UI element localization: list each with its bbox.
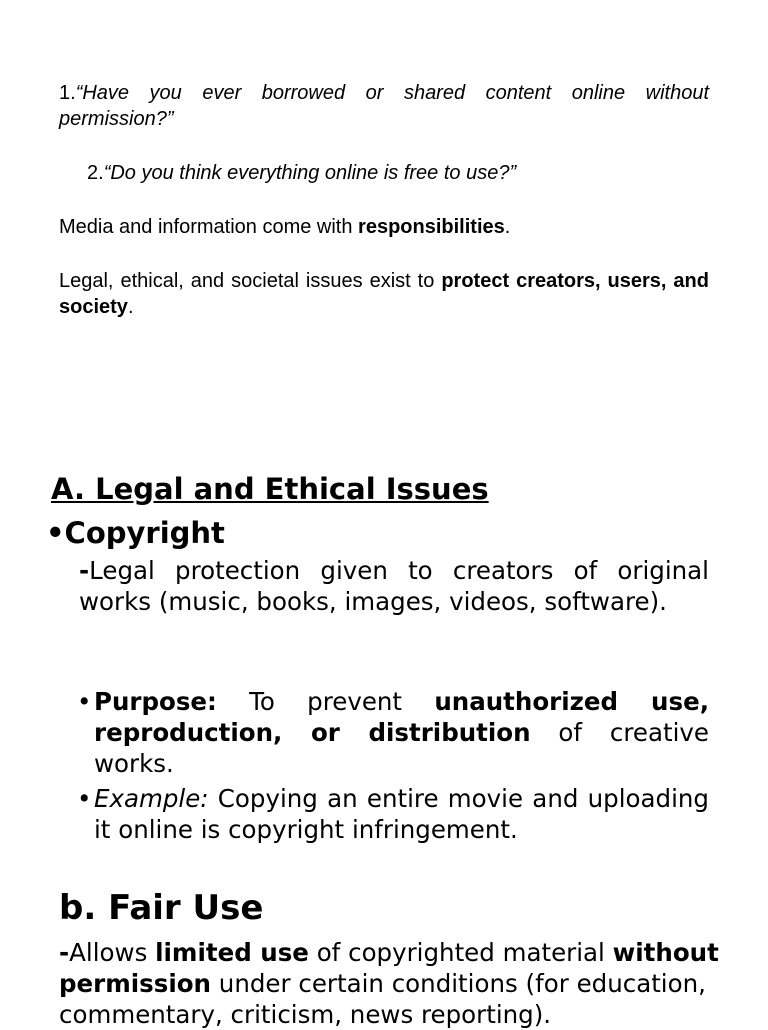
fair-use-definition (59, 937, 739, 1030)
fair-use-text-3: under certain conditions (for education, commentary, criticism, news reporting). (59, 969, 706, 1029)
question-1-text: “Have you ever borrowed or shared content online without permission?” (59, 82, 709, 130)
question-1 (59, 80, 709, 132)
fair-use-bold-1: limited use (155, 938, 309, 967)
section-b-heading: b. Fair Use (59, 888, 264, 928)
purpose-label: Purpose: (94, 687, 217, 716)
purpose-end: of creative works. (94, 718, 709, 778)
section-a-heading: A. Legal and Ethical Issues (51, 472, 489, 506)
purpose-bullet-dot: • (77, 687, 92, 716)
responsibility-paragraph (59, 214, 709, 240)
purpose-bold: unauthorized use, reproduction, or distribution (94, 687, 710, 747)
responsibility-bold: responsibilities (358, 216, 505, 238)
purpose-bullet (77, 686, 709, 779)
fair-use-bold-2: without permission (59, 938, 719, 998)
fair-use-dash: - (59, 938, 70, 967)
bullet-symbol: • (46, 516, 65, 550)
question-2-number: 2. (87, 162, 104, 184)
definition-text: Legal protection given to creators of original works (music, books, images, videos, software). (79, 556, 709, 616)
copyright-title: Copyright (64, 516, 225, 550)
example-text: Copying an entire movie and uploading it online is copyright infringement. (94, 784, 709, 844)
copyright-definition (79, 555, 709, 617)
purpose-text: To prevent (216, 687, 435, 716)
fair-use-text-1: Allows (69, 938, 156, 967)
copyright-bullet (46, 516, 225, 550)
example-bullet-dot: • (77, 784, 92, 813)
question-1-number: 1. (59, 82, 76, 104)
issues-bold: protect creators, users, and society (59, 270, 709, 318)
issues-paragraph (59, 268, 709, 320)
definition-dash: - (79, 556, 90, 585)
example-bullet (77, 783, 709, 845)
question-2 (87, 160, 687, 186)
example-label: Example: (94, 784, 209, 813)
responsibility-end: . (504, 216, 511, 238)
responsibility-text: Media and information come with (59, 216, 359, 238)
issues-text: Legal, ethical, and societal issues exist to (59, 270, 442, 292)
fair-use-text-2: of copyrighted material (308, 938, 613, 967)
question-2-text: “Do you think everything online is free to use?” (103, 162, 517, 184)
issues-end: . (127, 296, 134, 318)
copyright-sub-bullets (77, 686, 709, 849)
